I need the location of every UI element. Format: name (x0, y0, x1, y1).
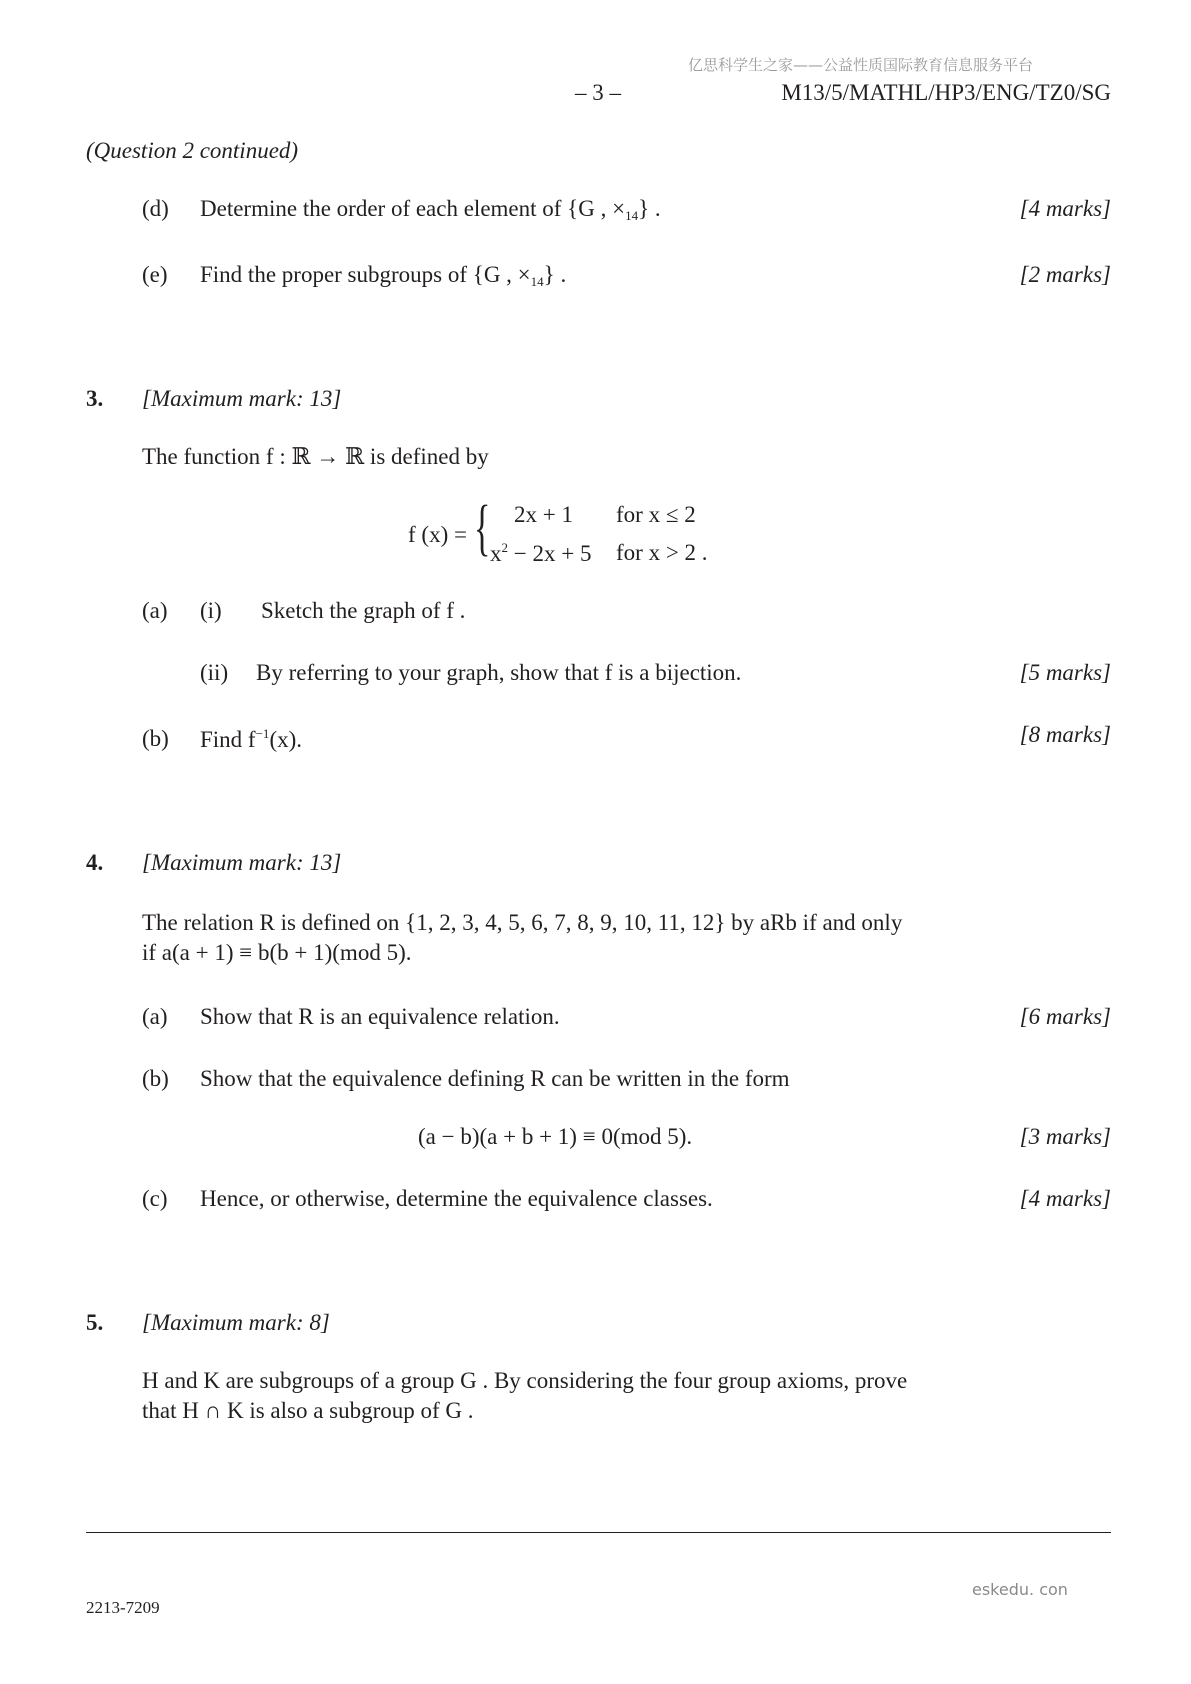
q2-e-text: Find the proper subgroups of {G , $\times_{14}$} . (200, 262, 567, 289)
q3-fx: f (x) = (408, 522, 467, 547)
q3-case1-cond: for x ≤ 2 (616, 502, 696, 527)
q3-a-label: (a) (142, 598, 168, 623)
q4-a-label: (a) (142, 1004, 168, 1029)
q2-d-label: (d) (142, 196, 169, 221)
continued-note: (Question 2 continued) (86, 138, 299, 163)
q3-case2-expr: $x^2 - 2x + 5$ (490, 540, 592, 566)
q5-line2: that H ∩ K is also a subgroup of G . (142, 1398, 474, 1423)
q4-b-equation: (a − b)(a + b + 1) ≡ 0(mod 5). (418, 1124, 693, 1149)
q3-a-i-label: (i) (200, 598, 222, 623)
q5-max-mark: [Maximum mark: 8] (142, 1310, 330, 1335)
q2-d-text: Determine the order of each element of {G , $\times_{14}$} . (200, 196, 661, 223)
q3-b-label: (b) (142, 726, 169, 751)
q3-intro: The function f : ℝ → ℝ is defined by (142, 444, 489, 469)
q4-intro-line2: if a(a + 1) ≡ b(b + 1)(mod 5). (142, 940, 412, 965)
q3-b-marks: [8 marks] (1019, 722, 1111, 747)
q4-c-marks: [4 marks] (1019, 1186, 1111, 1211)
q2-e-label: (e) (142, 262, 168, 287)
q3-max-mark: [Maximum mark: 13] (142, 386, 342, 411)
q4-b-marks: [3 marks] (1019, 1124, 1111, 1149)
q5-number: 5. (86, 1310, 104, 1335)
q3-brace: { (474, 494, 491, 562)
q2-e-marks: [2 marks] (1019, 262, 1111, 287)
page-number: – 3 – (575, 80, 621, 105)
footer-rule (86, 1532, 1111, 1533)
q4-b-label: (b) (142, 1066, 169, 1091)
q4-a-marks: [6 marks] (1019, 1004, 1111, 1029)
q5-line1: H and K are subgroups of a group G . By considering the four group axioms, prove (142, 1368, 908, 1393)
q4-b-text: Show that the equivalence defining R can be written in the form (200, 1066, 790, 1091)
q2-d-marks: [4 marks] (1019, 196, 1111, 221)
watermark-top: 亿思科学生之家——公益性质国际教育信息服务平台 (688, 56, 1034, 74)
q4-max-mark: [Maximum mark: 13] (142, 850, 342, 875)
footer-code: 2213-7209 (86, 1598, 160, 1617)
q4-c-text: Hence, or otherwise, determine the equivalence classes. (200, 1186, 713, 1211)
q3-a-i-text: Sketch the graph of f . (261, 598, 466, 623)
watermark-bottom: eskedu. con (972, 1580, 1068, 1599)
q4-c-label: (c) (142, 1186, 168, 1211)
q4-intro-line1: The relation R is defined on {1, 2, 3, 4, 5, 6, 7, 8, 9, 10, 11, 12} by aRb if and only (142, 910, 903, 935)
q3-case2-cond: for x > 2 . (616, 540, 708, 565)
q3-a-ii-label: (ii) (200, 660, 229, 685)
q3-a-ii-text: By referring to your graph, show that f is a bijection. (256, 660, 742, 685)
q3-a-marks: [5 marks] (1019, 660, 1111, 685)
q4-number: 4. (86, 850, 104, 875)
paper-code: M13/5/MATHL/HP3/ENG/TZ0/SG (781, 80, 1111, 105)
q3-case1-expr: 2x + 1 (514, 502, 573, 527)
q3-number: 3. (86, 386, 104, 411)
q4-a-text: Show that R is an equivalence relation. (200, 1004, 560, 1029)
q3-b-text: Find $f^{-1}(x)$. (200, 726, 303, 752)
